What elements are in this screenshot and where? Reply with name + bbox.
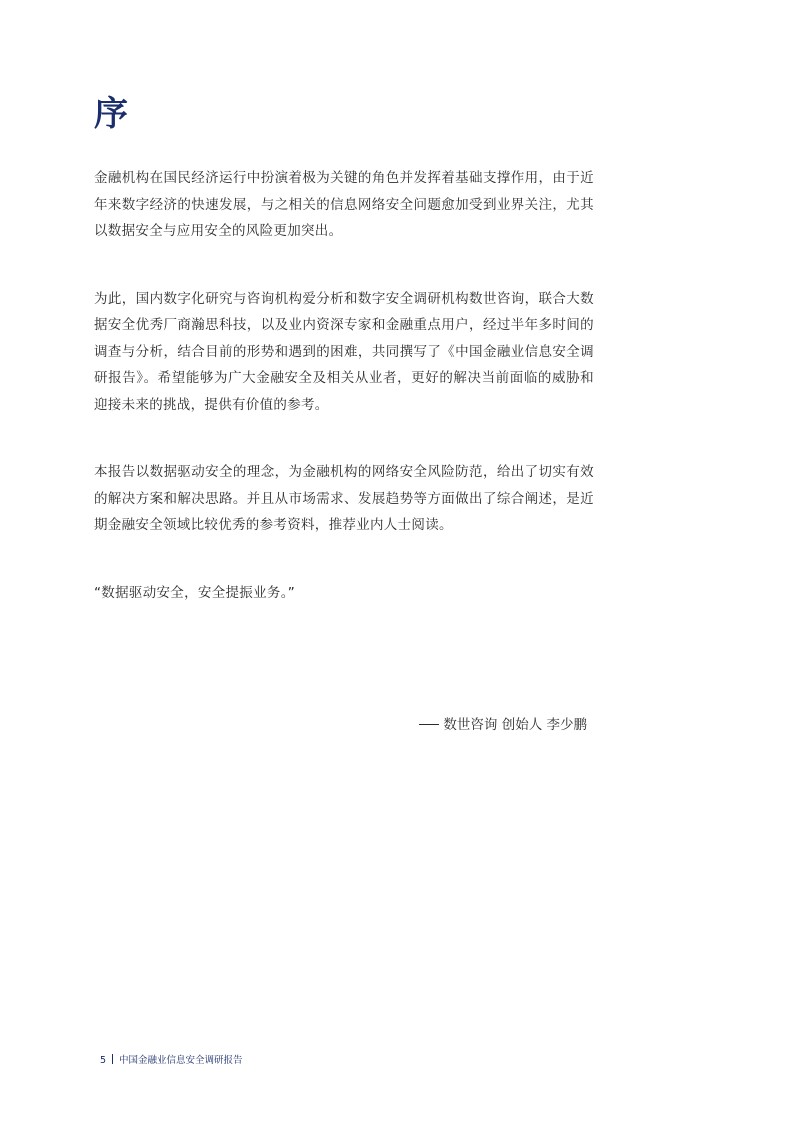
preface-body: [94, 165, 594, 606]
signature-dash-text: [443, 712, 444, 713]
signature: [419, 712, 587, 739]
paragraph-3: 本报告以数据驱动安全的理念，为金融机构的网络安全风险防范，给出了切实有效的解决方案和解决思路。并且从市场需求、发展趋势等方面做出了综合阐述，是近期金融安全领域比较优秀的参考资料，推荐业内人士阅读。: [94, 464, 594, 533]
paragraph-2: 为此，国内数字化研究与咨询机构爱分析和数字安全调研机构数世咨询，联合大数据安全优秀厂商瀚思科技，以及业内资深专家和金融重点用户，经过半年多时间的调查与分析，结合目前的形势和遇到的困难，共同撰写了《中国金融业信息安全调研报告》。希望能够为广大金融安全及相关从业者，更好的解决当前面临的威胁和迎接未来的挑战，提供有价值的参考。: [94, 290, 594, 413]
paragraph-1: 金融机构在国民经济运行中扮演着极为关键的角色并发挥着基础支撑作用，由于近年来数字经济的快速发展，与之相关的信息网络安全问题愈加受到业界关注，尤其以数据安全与应用安全的风险更加突出。: [94, 170, 594, 239]
quote: “数据驱动安全，安全提振业务。”: [94, 584, 296, 601]
footer-separator-text: [112, 1054, 113, 1055]
footer-report-title: 中国金融业信息安全调研报告: [119, 1055, 243, 1066]
page-title: 序: [94, 94, 128, 134]
footer-separator: [112, 1054, 113, 1064]
page-number: 5: [100, 1055, 107, 1066]
signature-text: 数世咨询 创始人 李少鹏: [443, 717, 587, 733]
page-footer: [100, 1054, 243, 1068]
signature-dash: [419, 724, 439, 725]
